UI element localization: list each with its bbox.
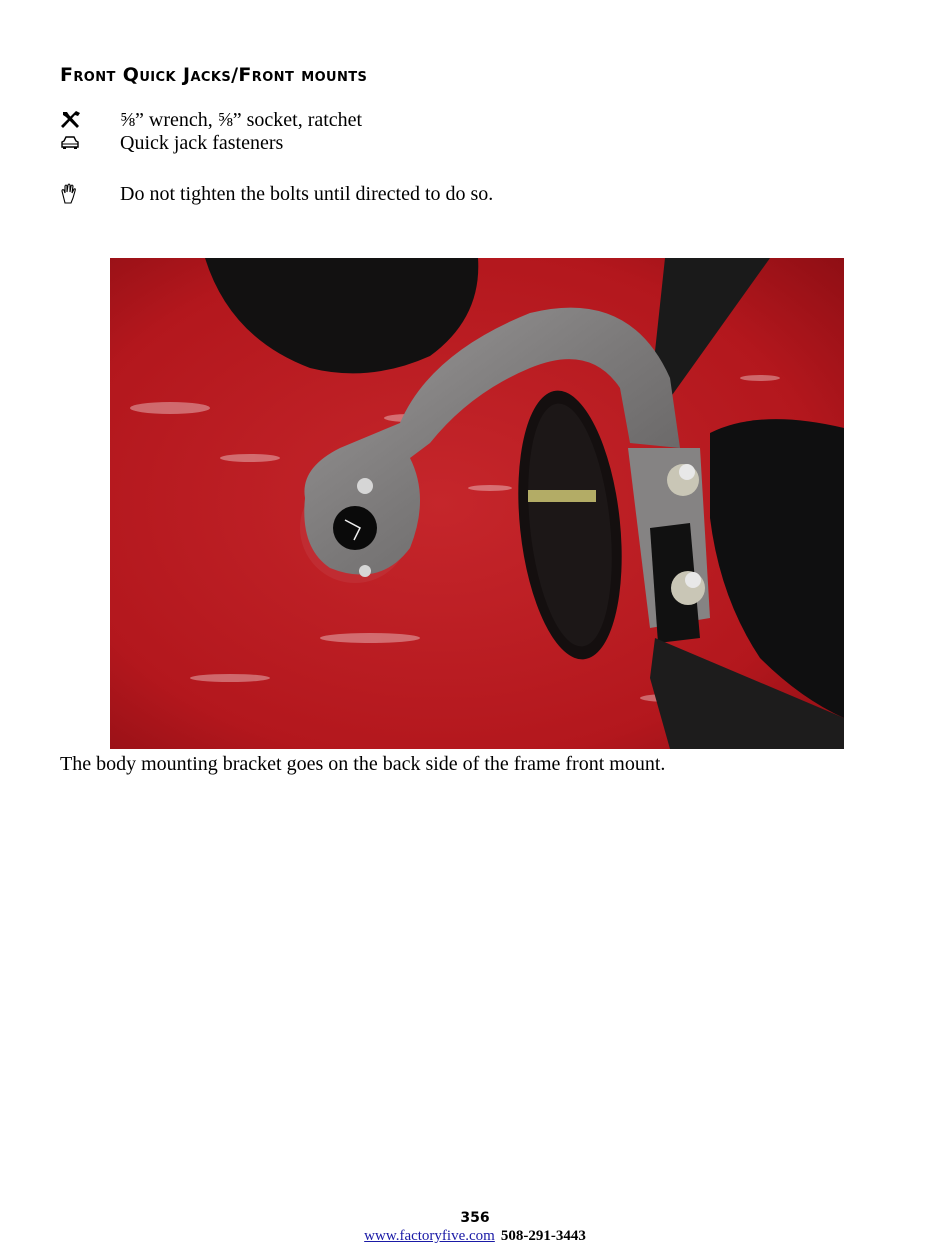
- website-link[interactable]: www.factoryfive.com: [364, 1228, 495, 1244]
- caution-text: Do not tighten the bolts until directed to do so.: [120, 183, 494, 205]
- car-icon: [60, 131, 86, 155]
- tools-text: ⅝” wrench, ⅝” socket, ratchet: [120, 109, 363, 131]
- tools-list-item: [60, 108, 860, 132]
- page-footer: [0, 1228, 950, 1245]
- caution-list-item: [60, 182, 860, 206]
- bracket-photo: [110, 258, 844, 749]
- page-number: 356: [460, 1210, 490, 1226]
- parts-text: Quick jack fasteners: [120, 132, 284, 154]
- tools-icon: [60, 108, 86, 132]
- page-title: Front Quick Jacks/Front mounts: [60, 64, 368, 86]
- photo-caption: The body mounting bracket goes on the back side of the frame front mount.: [60, 753, 666, 775]
- phone-number: 508-291-3443: [500, 1228, 586, 1244]
- hand-icon: [60, 182, 86, 206]
- parts-list-item: [60, 131, 860, 155]
